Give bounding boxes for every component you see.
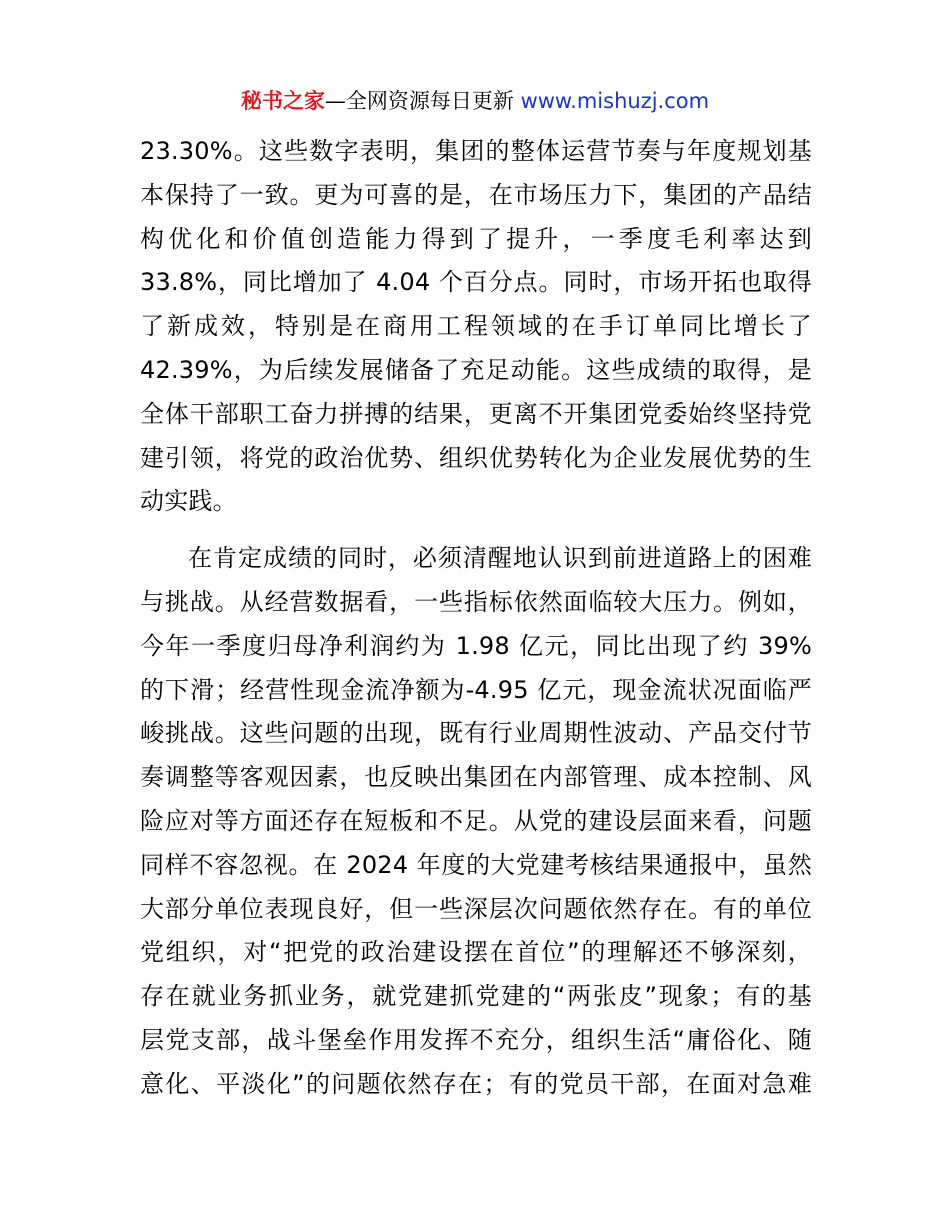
- text-line: 了新成效，特别是在商用工程领域的在手订单同比增长了: [140, 312, 812, 341]
- text-line: 的下滑；经营性现金流净额为-4.95 亿元，现金流状况面临严: [140, 675, 812, 704]
- text-line: 存在就业务抓业务，就党建抓党建的“两张皮”现象；有的基: [140, 982, 812, 1011]
- text-line: 同样不容忽视。在 2024 年度的大党建考核结果通报中，虽然: [140, 850, 812, 879]
- site-header: [0, 86, 950, 116]
- text-line: 大部分单位表现良好，但一些深层次问题依然存在。有的单位: [140, 894, 812, 923]
- text-line: 奏调整等客观因素，也反映出集团在内部管理、成本控制、风: [140, 763, 812, 792]
- text-line: 全体干部职工奋力拼搏的结果，更离不开集团党委始终坚持党: [140, 399, 812, 428]
- text-line: 本保持了一致。更为可喜的是，在市场压力下，集团的产品结: [140, 180, 812, 209]
- text-line: 42.39%，为后续发展储备了充足动能。这些成绩的取得，是: [140, 355, 812, 384]
- site-tagline: —全网资源每日更新: [324, 89, 521, 113]
- text-line: 构优化和价值创造能力得到了提升，一季度毛利率达到: [140, 224, 812, 253]
- text-line: 峻挑战。这些问题的出现，既有行业周期性波动、产品交付节: [140, 719, 812, 748]
- paragraph-2: [140, 537, 812, 1106]
- site-url-link[interactable]: www.mishuzj.com: [520, 89, 710, 113]
- text-line: 意化、平淡化”的问题依然存在；有的党员干部，在面对急难: [140, 1069, 812, 1098]
- site-brand: 秘书之家: [240, 89, 325, 113]
- paragraph-spacer: [140, 524, 812, 537]
- text-line: 23.30%。这些数字表明，集团的整体运营节奏与年度规划基: [140, 137, 812, 165]
- text-line: 与挑战。从经营数据看，一些指标依然面临较大压力。例如，: [140, 587, 812, 616]
- text-line: 险应对等方面还存在短板和不足。从党的建设层面来看，问题: [140, 806, 812, 835]
- text-line: 建引领，将党的政治优势、组织优势转化为企业发展优势的生: [140, 443, 812, 472]
- text-line: 党组织，对“把党的政治建设摆在首位”的理解还不够深刻，: [140, 938, 812, 967]
- text-line: 动实践。: [140, 487, 237, 516]
- document-body: [140, 130, 812, 1107]
- paragraph-1: [140, 130, 812, 524]
- text-line: 33.8%，同比增加了 4.04 个百分点。同时，市场开拓也取得: [140, 268, 812, 297]
- text-line: 在肯定成绩的同时，必须清醒地认识到前进道路上的困难: [188, 544, 812, 573]
- text-line: 今年一季度归母净利润约为 1.98 亿元，同比出现了约 39%: [140, 631, 812, 660]
- text-line: 层党支部，战斗堡垒作用发挥不充分，组织生活“庸俗化、随: [140, 1025, 812, 1054]
